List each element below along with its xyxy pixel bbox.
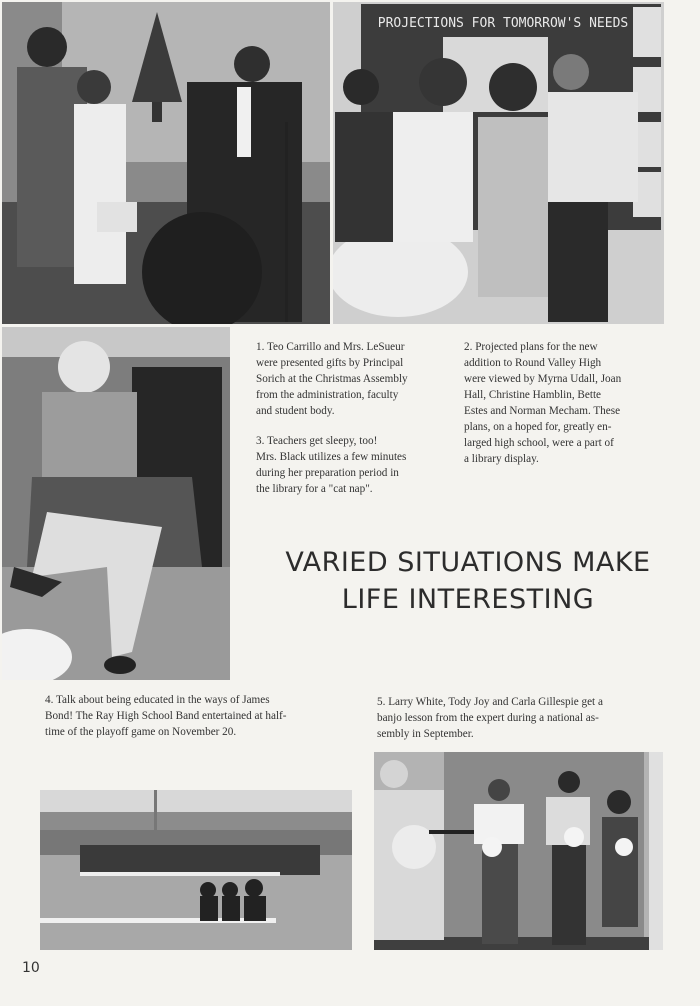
headline-line-2: LIFE INTERESTING (341, 584, 595, 615)
page-headline (258, 544, 678, 618)
caption-2: 2. Projected plans for the new addition to Round Valley High were viewed by Myrna Udall, Joan Hall, Christine Hamblin, Bette Estes and Norman Mecham. These plans, on a hoped for, greatly en- larged high school, were a part of a library display. (464, 341, 622, 465)
photo-band-field (40, 790, 352, 950)
photo-banjo-lesson (374, 752, 663, 950)
photo-teacher-napping-image (2, 327, 230, 680)
caption-3: 3. Teachers get sleepy, too! Mrs. Black utilizes a few minutes during her preparation period in the library for a "cat nap". (256, 435, 407, 495)
page-number: 10 (22, 960, 40, 976)
caption-1: 1. Teo Carrillo and Mrs. LeSueur were presented gifts by Principal Sorich at the Christmas Assembly from the administration, faculty and student body. (256, 341, 408, 417)
photo-band-field-image (40, 790, 352, 950)
photo-christmas-assembly (2, 2, 330, 324)
display-sign-text: PROJECTIONS FOR TOMORROW'S NEEDS (377, 16, 629, 31)
caption-5: 5. Larry White, Tody Joy and Carla Gillespie get a banjo lesson from the expert during a national as- sembly in September. (377, 696, 603, 740)
photo-library-display-image (333, 2, 664, 324)
photo-teacher-napping (2, 327, 230, 680)
headline-line-1: VARIED SITUATIONS MAKE (285, 547, 651, 578)
photo-library-display (333, 2, 664, 324)
photo-christmas-assembly-image (2, 2, 330, 324)
photo-banjo-lesson-image (374, 752, 663, 950)
caption-4: 4. Talk about being educated in the ways of James Bond! The Ray High School Band entertained at half- time of the playoff game on November 20. (45, 694, 287, 738)
